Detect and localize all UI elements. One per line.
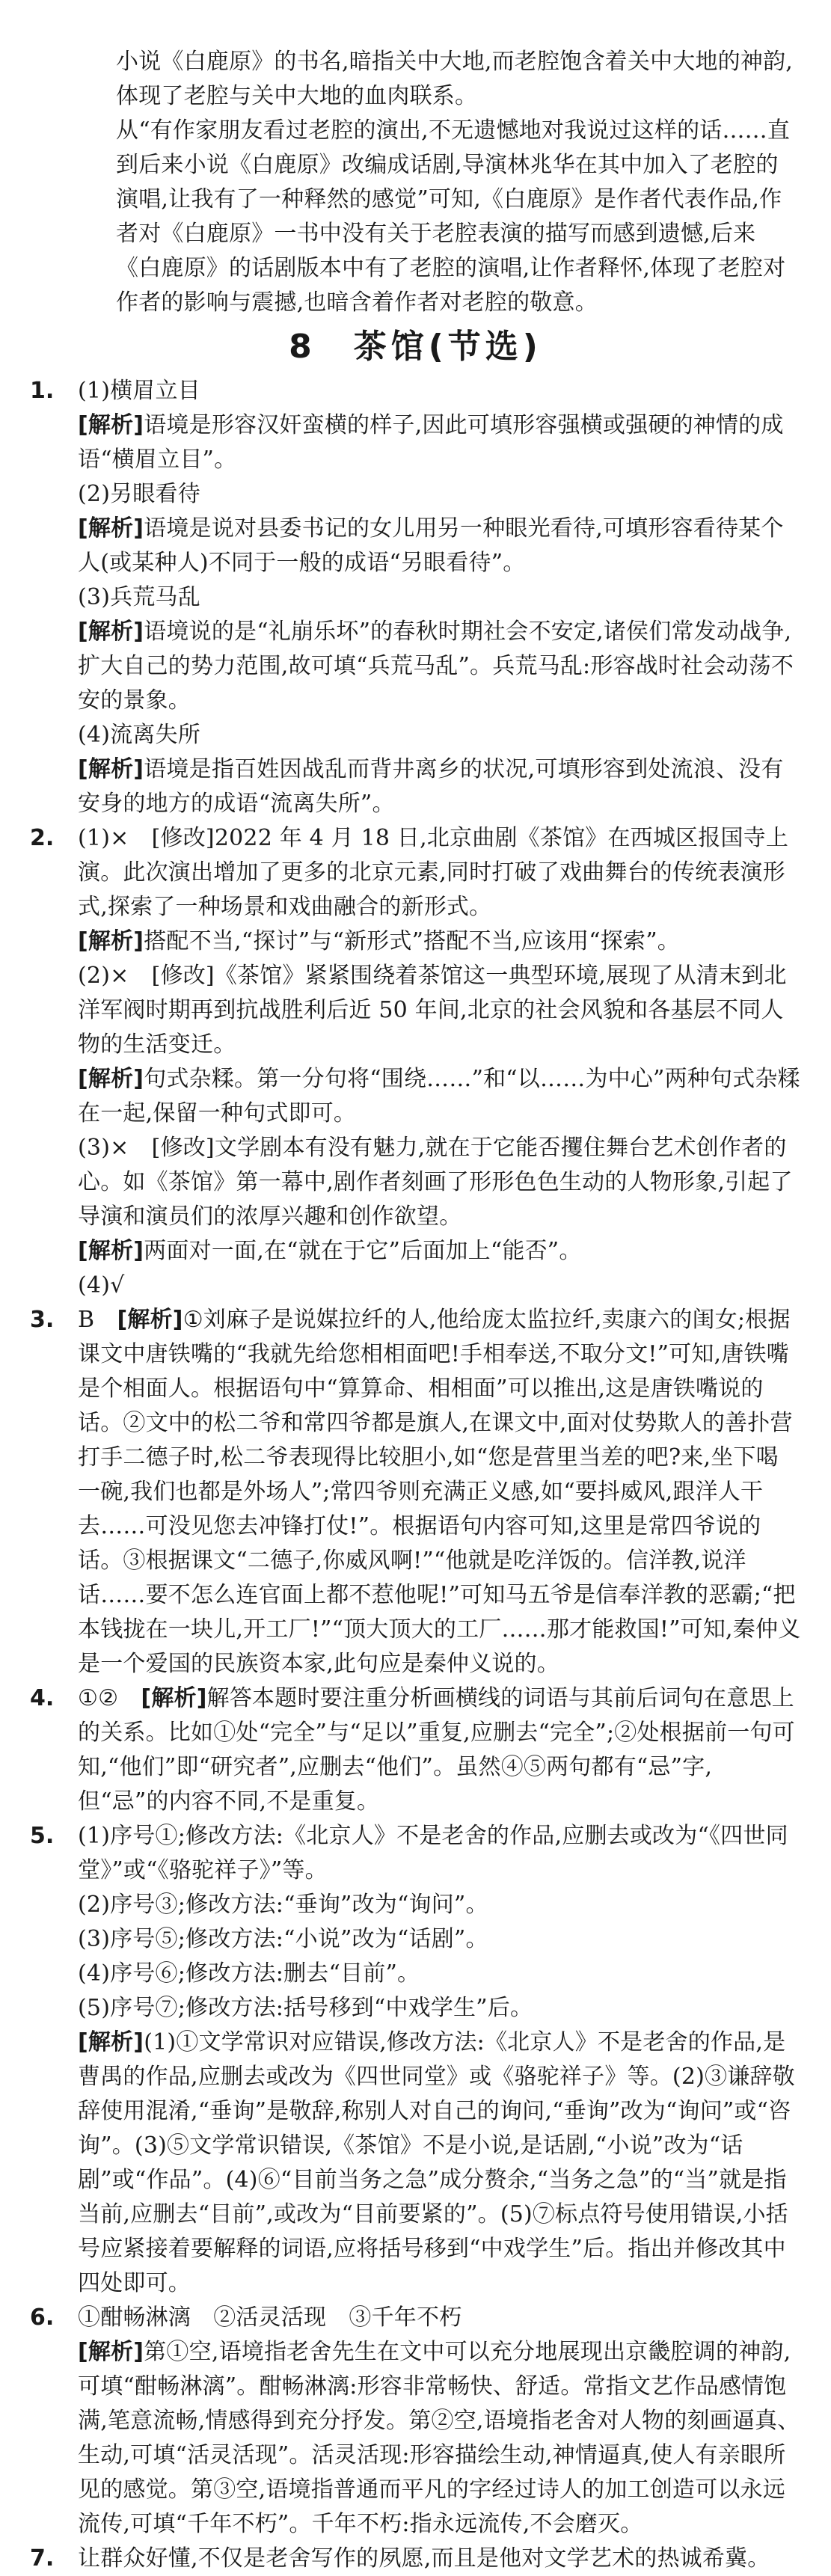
analysis-tag: [解析] <box>78 619 144 645</box>
answer-line: (4)流离失所 <box>78 722 200 748</box>
question-7 <box>30 2542 801 2576</box>
question-2 <box>30 821 801 1303</box>
question-number: 4. <box>30 1685 55 1711</box>
analysis-line <box>78 2335 801 2542</box>
analysis-tag: [解析] <box>78 756 144 782</box>
answer-line: (1)序号①;修改方法:《北京人》不是老舍的作品,应删去或改为“《四世同堂》”或“《骆驼祥子》”等。 <box>78 1823 788 1883</box>
answer-choice: ①② <box>78 1685 119 1711</box>
analysis-line <box>78 752 801 821</box>
analysis-tag: [解析] <box>78 2029 144 2055</box>
question-body <box>78 2301 801 2542</box>
answer-line: (4)序号⑥;修改方法:删去“目前”。 <box>78 1960 420 1987</box>
intro-paragraph-1: 小说《白鹿原》的书名,暗指关中大地,而老腔饱含着关中大地的神韵,体现了老腔与关中大地的血肉联系。 <box>116 49 794 109</box>
question-number: 6. <box>30 2304 55 2331</box>
analysis-text: 语境是形容汉奸蛮横的样子,因此可填形容强横或强硬的神情的成语“横眉立目”。 <box>78 412 784 473</box>
analysis-line <box>78 924 801 959</box>
analysis-line <box>78 1234 801 1269</box>
answer-analysis-line <box>78 1303 801 1681</box>
question-4 <box>30 1681 801 1819</box>
section-title: 8 茶馆(节选) <box>289 328 542 366</box>
answer-line: 让群众好懂,不仅是老舍写作的夙愿,而且是他对文学艺术的热诚希冀。 <box>78 2545 770 2572</box>
analysis-tag: [解析] <box>78 412 144 438</box>
question-3 <box>30 1303 801 1681</box>
question-number: 5. <box>30 1823 55 1849</box>
answer-choice: B <box>78 1307 95 1333</box>
question-body <box>78 1681 801 1819</box>
answer-line: (1)横眉立目 <box>78 378 200 404</box>
answer-line: (5)序号⑦;修改方法:括号移到“中戏学生”后。 <box>78 1995 533 2021</box>
analysis-tag: [解析] <box>141 1685 207 1711</box>
analysis-tag: [解析] <box>78 515 144 542</box>
answer-line: (4)√ <box>78 1272 125 1298</box>
intro-paragraph-2: 从“有作家朋友看过老腔的演出,不无遗憾地对我说过这样的话……直到后来小说《白鹿原》改编成话剧,导演林兆华在其中加入了老腔的演唱,让我有了一种释然的感觉”可知,《白鹿原》是作者代表作品,作者对《白鹿原》一书中没有关于老腔表演的描写而感到遗憾,后来《白鹿原》的话剧版本中有了老腔的演唱,让作者释怀,体现了老腔对作者的影响与震撼,也暗含着作者对老腔的敬意。 <box>116 117 791 316</box>
answer-line: ①酣畅淋漓 ②活灵活现 ③千年不朽 <box>78 2304 462 2331</box>
analysis-line <box>78 615 801 718</box>
answer-line: (3)序号⑤;修改方法:“小说”改为“话剧”。 <box>78 1926 488 1952</box>
answer-line: (3)× [修改]文学剧本有没有魅力,就在于它能否攫住舞台艺术创作者的心。如《茶馆》第一幕中,剧作者刻画了形形色色生动的人物形象,引起了导演和演员们的浓厚兴趣和创作欲望。 <box>78 1135 793 1230</box>
analysis-line <box>78 408 801 477</box>
analysis-text: 搭配不当,“探讨”与“新形式”搭配不当,应该用“探索”。 <box>144 928 680 954</box>
answer-line: (2)序号③;修改方法:“垂询”改为“询问”。 <box>78 1892 488 1918</box>
analysis-text: 第①空,语境指老舍先生在文中可以充分地展现出京畿腔调的神韵,可填“酣畅淋漓”。酣畅淋漓:形容非常畅快、舒适。常指文艺作品感情饱满,笔意流畅,情感得到充分抒发。第②空,语境指老舍对人物的刻画逼真、生动,可填“活灵活现”。活灵活现:形容描绘生动,神情逼真,使人有亲眼所见的感觉。第③空,语境指普通而平凡的字经过诗人的加工创造可以永远流传,可填“千年不朽”。千年不朽:指永远流传,不会磨灭。 <box>78 2339 800 2537</box>
question-number: 3. <box>30 1307 55 1333</box>
analysis-tag: [解析] <box>78 928 144 954</box>
answer-analysis-line <box>78 1681 801 1819</box>
analysis-text: 语境说的是“礼崩乐坏”的春秋时期社会不安定,诸侯们常发动战争,扩大自己的势力范围,故可填“兵荒马乱”。兵荒马乱:形容战时社会动荡不安的景象。 <box>78 619 794 714</box>
analysis-text: (1)①文学常识对应错误,修改方法:《北京人》不是老舍的作品,是曹禺的作品,应删去或改为《四世同堂》或《骆驼祥子》等。(2)③谦辞敬辞使用混淆,“垂询”是敬辞,称别人对自己的询问,“垂询”改为“询问”或“咨询”。(3)⑤文学常识错误,《茶馆》不是小说,是话剧,“小说”改为“话剧”或“作品”。(4)⑥“目前当务之急”成分赘余,“当务之急”的“当”就是指当前,应删去“目前”,或改为“目前要紧的”。(5)⑦标点符号使用错误,小括号应紧接着要解释的词语,应将括号移到“中戏学生”后。指出并修改其中四处即可。 <box>78 2029 795 2296</box>
analysis-tag: [解析] <box>117 1307 183 1333</box>
analysis-text: 语境是说对县委书记的女儿用另一种眼光看待,可填形容看待某个人(或某种人)不同于一般的成语“另眼看待”。 <box>78 515 784 576</box>
question-number: 7. <box>30 2545 55 2572</box>
analysis-line <box>78 2025 801 2301</box>
answer-line: (1)× [修改]2022 年 4 月 18 日,北京曲剧《茶馆》在西城区报国寺上演。此次演出增加了更多的北京元素,同时打破了戏曲舞台的传统表演形式,探索了一种场景和戏曲融合的新形式。 <box>78 825 789 920</box>
question-body <box>78 1819 801 2301</box>
question-body <box>78 2542 801 2576</box>
analysis-text: 两面对一面,在“就在于它”后面加上“能否”。 <box>144 1238 582 1264</box>
analysis-text: 句式杂糅。第一分句将“围绕……”和“以……为中心”两种句式杂糅在一起,保留一种句式即可。 <box>78 1066 800 1126</box>
analysis-text: 解答本题时要注重分析画横线的词语与其前后词句在意思上的关系。比如①处“完全”与“足以”重复,应删去“完全”;②处根据前一句可知,“他们”即“研究者”,应删去“他们”。虽然④⑤两句都有“忌”字,但“忌”的内容不同,不是重复。 <box>78 1685 795 1815</box>
question-number: 2. <box>30 825 55 851</box>
analysis-line <box>78 512 801 580</box>
question-1 <box>30 374 801 821</box>
answer-line: (2)另眼看待 <box>78 481 200 507</box>
analysis-tag: [解析] <box>78 2339 144 2365</box>
question-body <box>78 374 801 821</box>
answer-line: (3)兵荒马乱 <box>78 584 200 610</box>
analysis-line <box>78 1062 801 1131</box>
analysis-text: 语境是指百姓因战乱而背井离乡的状况,可填形容到处流浪、没有安身的地方的成语“流离失所”。 <box>78 756 784 817</box>
answer-line: (2)× [修改]《茶馆》紧紧围绕着茶馆这一典型环境,展现了从清末到北洋军阀时期再到抗战胜利后近 50 年间,北京的社会风貌和各基层不同人物的生活变迁。 <box>78 963 787 1058</box>
question-body <box>78 1303 801 1681</box>
question-5 <box>30 1819 801 2301</box>
analysis-text: ①刘麻子是说媒拉纤的人,他给庞太监拉纤,卖康六的闺女;根据课文中唐铁嘴的“我就先给您相相面吧!手相奉送,不取分文!”可知,唐铁嘴是个相面人。根据语句中“算算命、相相面”可以推出,这是唐铁嘴说的话。②文中的松二爷和常四爷都是旗人,在课文中,面对仗势欺人的善扑营打手二德子时,松二爷表现得比较胆小,如“您是营里当差的吧?来,坐下喝一碗,我们也都是外场人”;常四爷则充满正义感,如“要抖威风,跟洋人干去……可没见您去冲锋打仗!”。根据语句内容可知,这里是常四爷说的话。③根据课文“二德子,你威风啊!”“他就是吃洋饭的。信洋教,说洋话……要不怎么连官面上都不惹他呢!”可知马五爷是信奉洋教的恶霸;“把本钱拢在一块儿,开工厂!”“顶大顶大的工厂……那才能救国!”可知,秦仲义是一个爱国的民族资本家,此句应是秦仲义说的。 <box>78 1307 801 1677</box>
question-6 <box>30 2301 801 2542</box>
question-body <box>78 821 801 1303</box>
question-number: 1. <box>30 378 55 404</box>
analysis-tag: [解析] <box>78 1066 144 1092</box>
analysis-tag: [解析] <box>78 1238 144 1264</box>
